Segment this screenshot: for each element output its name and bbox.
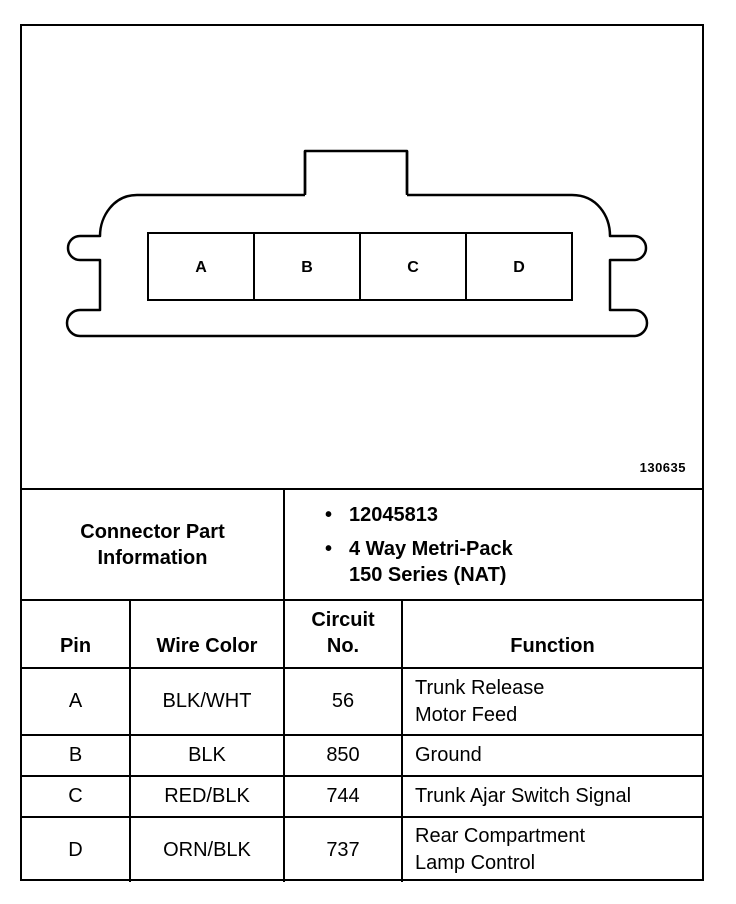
pin-cell: D [22,817,130,882]
pin-cell: C [22,776,130,817]
part-description-item [325,536,702,588]
diagram-frame [20,24,704,881]
function-line2: Motor Feed [415,703,518,726]
bullet-icon: • [325,503,333,526]
function-line1: Trunk Release [415,676,545,699]
function-line1: Ground [415,744,482,766]
circuit-cell: 850 [284,735,402,776]
header-circuit-line1: Circuit [311,609,375,631]
header-row [22,600,702,668]
header-circuit [284,600,402,668]
table-row [22,817,702,882]
header-pin: Pin [22,600,130,668]
part-info-label-line1: Connector Part [80,520,225,543]
figure-id: 130635 [639,460,686,475]
function-cell [402,817,702,882]
function-line2: Lamp Control [415,852,536,874]
wire-color-cell: RED/BLK [130,776,284,817]
part-info-label-line2: Information [97,546,208,569]
function-cell [402,735,702,776]
part-number-item [325,502,702,528]
connector-face-diagram [22,26,702,488]
header-function: Function [402,600,702,668]
circuit-cell: 744 [284,776,402,817]
pin-cell: B [22,735,130,776]
bullet-icon: • [325,537,333,560]
header-wire-color: Wire Color [130,600,284,668]
table-row [22,776,702,817]
table-row [22,735,702,776]
pin-cell: A [22,668,130,735]
cavity-label-a: A [195,259,207,276]
cavity-label-d: D [513,259,525,276]
function-cell [402,776,702,817]
function-line1: Rear Compartment [415,825,586,847]
part-description-line2: 150 Series (NAT) [349,563,507,586]
function-line1: Trunk Ajar Switch Signal [415,785,632,807]
connector-latch [305,151,407,195]
part-info-label [22,489,284,600]
cavity-label-b: B [301,259,313,276]
wire-color-cell: BLK/WHT [130,668,284,735]
connector-info-table [22,488,702,882]
cavity-label-c: C [407,259,419,276]
part-number: 12045813 [349,503,438,526]
table-row [22,668,702,735]
part-info-row [22,489,702,600]
header-circuit-line2: No. [326,635,360,657]
part-info-values [284,489,702,600]
wire-color-cell: BLK [130,735,284,776]
function-cell [402,668,702,735]
circuit-cell: 56 [284,668,402,735]
circuit-cell: 737 [284,817,402,882]
wire-color-cell: ORN/BLK [130,817,284,882]
part-description-line1: 4 Way Metri-Pack [349,537,513,560]
